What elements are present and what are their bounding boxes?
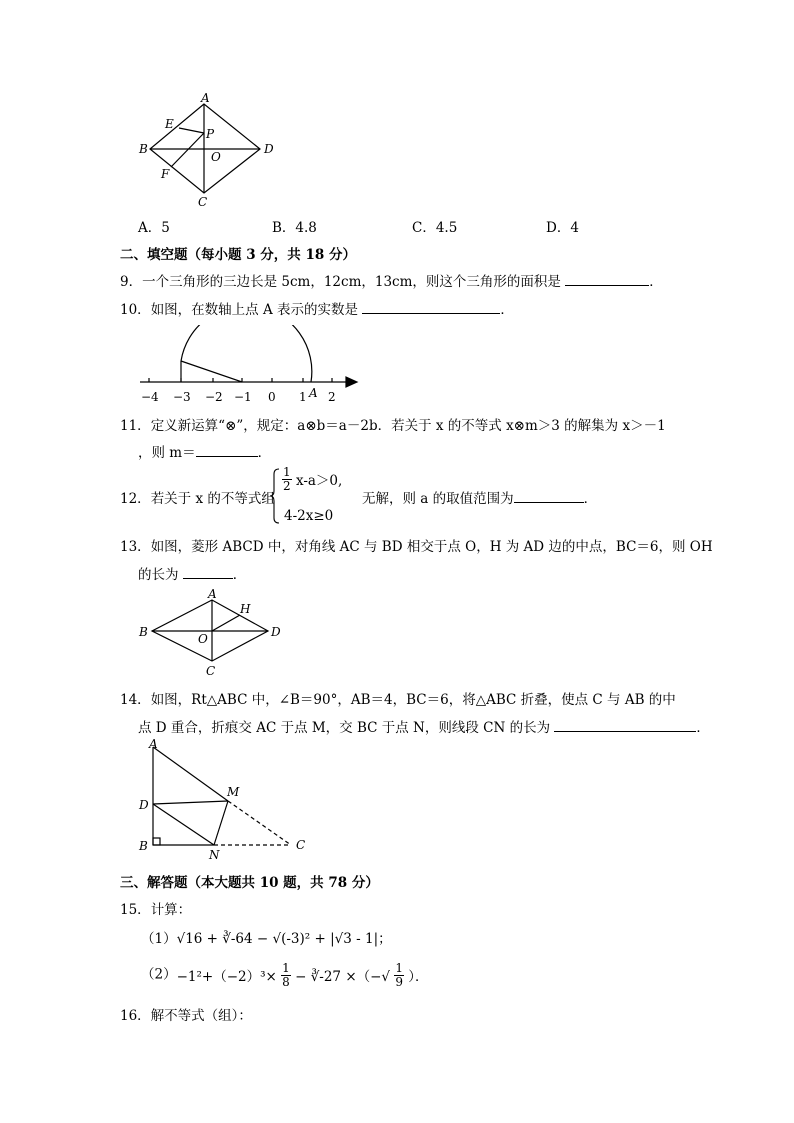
label-C: C — [206, 664, 216, 678]
inequality-1: $\frac{1}{2}$ x-a＞0, — [283, 465, 343, 493]
svg-text:−2: −2 — [205, 390, 223, 404]
section-3-heading: 三、解答题（本大题共 10 题，共 78 分） — [120, 875, 379, 891]
svg-text:−1: −1 — [234, 390, 252, 404]
question-14-line1: 14．如图，Rt△ABC 中，∠B＝90°，AB＝4，BC＝6，将△ABC 折叠，使点 C 与 AB 的中 — [120, 692, 676, 708]
answer-blank — [196, 442, 258, 457]
option-c: C．4.5 — [412, 220, 458, 236]
label-A: A — [309, 386, 318, 400]
question-14-line2: 点 D 重合，折痕交 AC 于点 M，交 BC 于点 N，则线段 CN 的长为 ． — [138, 716, 710, 736]
question-11-line1: 11．定义新运算“⊗”，规定：a⊗b＝a－2b．若关于 x 的不等式 x⊗m＞3 的解集为 x＞－1 — [120, 418, 666, 434]
figure-rhombus-abcd — [135, 90, 285, 210]
label-N: N — [209, 848, 220, 862]
answer-blank — [554, 717, 696, 732]
question-16: 16．解不等式（组）： — [120, 1008, 252, 1024]
label-A: A — [208, 587, 217, 601]
option-a: A．5 — [138, 220, 170, 236]
question-15-part-2: （2）−1²+（−2）³× $\frac{1}{8}$ − ∛-27 ×（−√ $\frac{1}{9}$ ）． — [141, 961, 429, 989]
option-d: D．4 — [546, 220, 579, 236]
question-10: 10．如图，在数轴上点 A 表示的实数是 ． — [120, 298, 514, 318]
svg-text:2: 2 — [328, 390, 336, 404]
label-D: D — [264, 142, 274, 156]
label-B: B — [139, 142, 148, 156]
label-E: E — [165, 117, 174, 131]
label-H: H — [240, 602, 251, 616]
question-9: 9．一个三角形的三边长是 5cm，12cm，13cm，则这个三角形的面积是 ． — [120, 270, 663, 290]
label-A: A — [201, 91, 210, 105]
question-15-part-1: （1）√16 + ∛-64 − √(-3)² + |√3 - 1|； — [141, 931, 392, 947]
label-C: C — [296, 838, 306, 852]
section-2-heading: 二、填空题（每小题 3 分，共 18 分） — [120, 247, 356, 263]
label-B: B — [139, 839, 148, 853]
answer-blank — [514, 488, 584, 503]
question-13-line2: 的长为 ． — [138, 563, 246, 583]
answer-blank — [183, 564, 233, 579]
answer-blank — [362, 299, 500, 314]
svg-text:−4: −4 — [141, 390, 159, 404]
inequality-2: 4-2x≥0 — [284, 508, 334, 524]
svg-text:1: 1 — [299, 390, 307, 404]
answer-blank — [565, 271, 649, 286]
label-A: A — [149, 737, 158, 751]
brace — [270, 468, 280, 524]
label-B: B — [139, 625, 148, 639]
label-P: P — [206, 127, 215, 141]
figure-rhombus-oh — [135, 585, 295, 680]
label-D: D — [139, 798, 149, 812]
figure-triangle-fold — [135, 735, 315, 865]
label-F: F — [161, 167, 170, 181]
figure-number-line — [135, 325, 365, 405]
label-C: C — [198, 195, 208, 209]
question-13-line1: 13．如图，菱形 ABCD 中，对角线 AC 与 BD 相交于点 O，H 为 AD 边的中点，BC＝6，则 OH — [120, 539, 713, 555]
svg-text:−3: −3 — [173, 390, 191, 404]
option-b: B．4.8 — [272, 220, 317, 236]
question-12-intro: 12．若关于 x 的不等式组 — [120, 491, 275, 507]
label-M: M — [227, 785, 240, 799]
svg-text:0: 0 — [268, 390, 276, 404]
question-12-tail: 无解，则 a 的取值范围为 ． — [362, 487, 597, 507]
label-O: O — [211, 150, 221, 164]
question-15: 15．计算： — [120, 902, 192, 918]
label-O: O — [198, 632, 208, 646]
label-D: D — [271, 625, 281, 639]
question-11-line2: ，则 m＝ ． — [138, 441, 271, 461]
